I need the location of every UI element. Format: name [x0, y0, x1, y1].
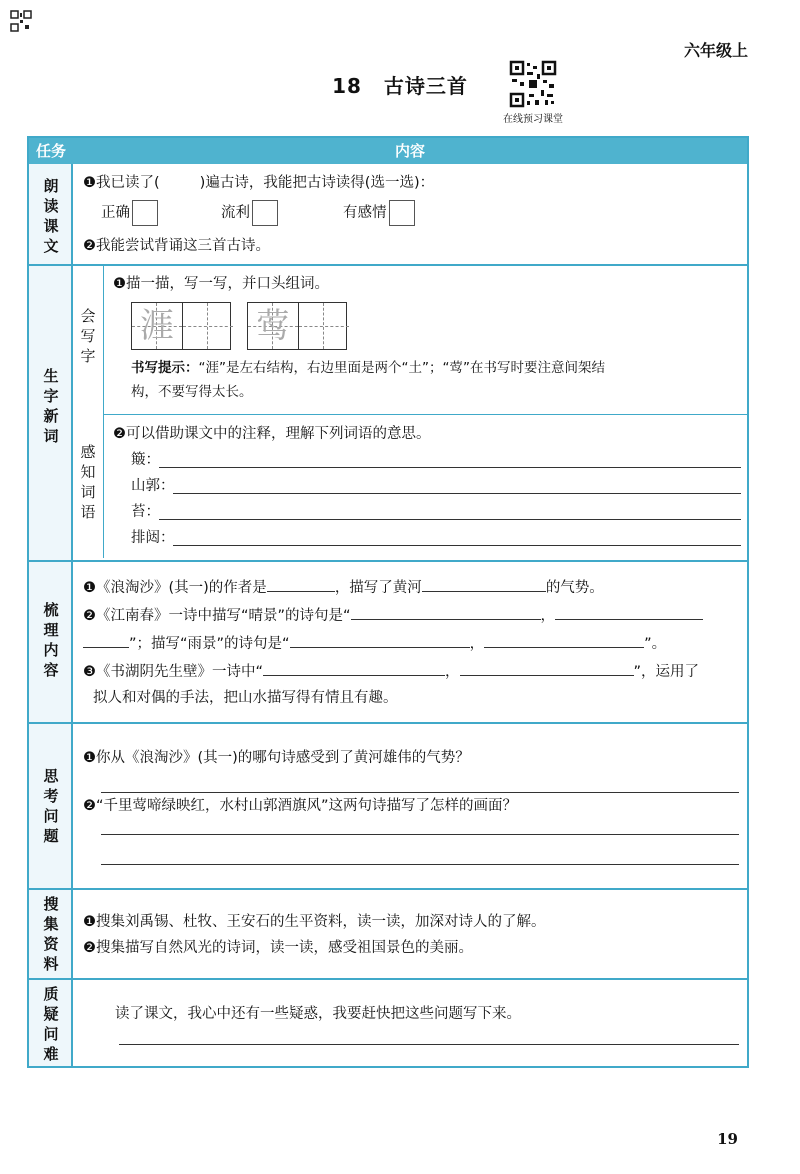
word-1-answer-line[interactable] [159, 467, 741, 468]
section-label-collect: 搜集资料 [43, 895, 59, 973]
think-question-1: ❶你从《浪淘沙》(其一)的哪句诗感受到了黄河雄伟的气势？ [83, 750, 470, 766]
write-instruction: ❶描一描，写一写，并口头组词。 [113, 276, 329, 292]
word-2-label: 山郭： [131, 478, 175, 494]
section-reading [29, 164, 747, 264]
question-prompt: 读了课文，我心中还有一些疑惑，我要赶快把这些问题写下来。 [115, 1006, 521, 1022]
header-task: 任务 [35, 142, 66, 160]
task-table [27, 136, 749, 1068]
blank-poem-1[interactable] [263, 660, 445, 676]
organize-line-2: ❷《江南春》一诗中描写“晴景”的诗句是“ ， [83, 604, 703, 626]
checkbox-fluent[interactable] [252, 200, 278, 226]
word-2-answer-line[interactable] [173, 493, 741, 494]
section-label-think: 思考问题 [43, 767, 59, 845]
section-organize [29, 560, 747, 722]
write-subcol [73, 266, 104, 414]
think-answer-1[interactable] [101, 792, 739, 793]
organize-line-3: ”；描写“雨景”的诗句是“ ， ”。 [83, 632, 666, 654]
section-label-reading: 朗读课文 [43, 177, 59, 255]
section-label-organize: 梳理内容 [43, 601, 59, 679]
blank-river[interactable] [422, 576, 546, 592]
table-header [29, 138, 747, 164]
word-3-label: 苔： [131, 504, 160, 520]
blank-sunny-2b[interactable] [83, 632, 129, 648]
think-answer-2a[interactable] [101, 834, 739, 835]
lesson-number: 18 [332, 74, 362, 98]
writing-grid-2[interactable] [247, 302, 347, 350]
trace-char-2: 莺 [256, 306, 290, 346]
corner-qr-icon [10, 10, 32, 32]
perceive-instruction: ❷可以借助课文中的注释，理解下列词语的意思。 [113, 426, 431, 442]
think-question-2: ❷“千里莺啼绿映红，水村山郭酒旗风”这两句诗描写了怎样的画面？ [83, 798, 518, 814]
question-answer-line[interactable] [119, 1044, 739, 1045]
qr-caption: 在线预习课堂 [503, 114, 563, 125]
reading-item-2: ❷我能尝试背诵这三首古诗。 [83, 238, 270, 254]
blank-sunny-1[interactable] [351, 604, 541, 620]
writing-tip-line-1: 书写提示：“涯”是左右结构，右边里面是两个“土”；“莺”在书写时要注意间架结 [131, 360, 605, 376]
trace-char-1: 涯 [140, 306, 174, 346]
word-4-label: 排闼： [131, 530, 175, 546]
section-think [29, 722, 747, 888]
organize-line-1: ❶《浪淘沙》(其一)的作者是 ，描写了黄河 的气势。 [83, 576, 604, 598]
organize-line-5: 拟人和对偶的手法，把山水描写得有情且有趣。 [93, 690, 398, 706]
blank-rain-1[interactable] [290, 632, 470, 648]
blank-author[interactable] [267, 576, 335, 592]
reading-option-fluent: 流利 [221, 200, 278, 226]
blank-poem-2[interactable] [460, 660, 634, 676]
reading-option-accurate: 正确 [101, 200, 158, 226]
word-4-answer-line[interactable] [173, 545, 741, 546]
blank-rain-2[interactable] [484, 632, 644, 648]
word-3-answer-line[interactable] [159, 519, 741, 520]
checkbox-emotion[interactable] [389, 200, 415, 226]
collect-item-1: ❶搜集刘禹锡、杜牧、王安石的生平资料，读一读，加深对诗人的了解。 [83, 914, 546, 930]
preview-qr[interactable] [493, 60, 573, 125]
section-label-vocab: 生字新词 [43, 367, 59, 445]
qr-code-icon [509, 60, 557, 108]
word-1-label: 簸： [131, 452, 160, 468]
reading-item-1: ❶我已读了( )遍古诗，我能把古诗读得(选一选)： [83, 175, 435, 191]
section-label-question: 质疑问难 [43, 985, 59, 1063]
perceive-label: 感知词语 [80, 443, 96, 521]
lesson-title [332, 70, 468, 99]
perceive-subcol [73, 414, 104, 558]
think-answer-2b[interactable] [101, 864, 739, 865]
blank-sunny-2a[interactable] [555, 604, 703, 620]
collect-item-2: ❷搜集描写自然风光的诗词，读一读，感受祖国景色的美丽。 [83, 940, 473, 956]
reading-option-emotion: 有感情 [343, 200, 415, 226]
writing-tip-line-2: 构，不要写得太长。 [131, 384, 253, 400]
section-vocab [29, 264, 747, 560]
write-label: 会写字 [80, 307, 96, 365]
writing-grid-1[interactable] [131, 302, 231, 350]
header-content: 内容 [394, 142, 425, 160]
section-question [29, 978, 747, 1066]
page-number: 19 [717, 1130, 738, 1148]
lesson-name: 古诗三首 [383, 74, 468, 98]
section-collect [29, 888, 747, 978]
grade-label: 六年级上 [683, 41, 748, 60]
organize-line-4: ❸《书湖阴先生壁》一诗中“ ， ”，运用了 [83, 660, 699, 682]
lesson-title-row [0, 70, 800, 99]
checkbox-accurate[interactable] [132, 200, 158, 226]
